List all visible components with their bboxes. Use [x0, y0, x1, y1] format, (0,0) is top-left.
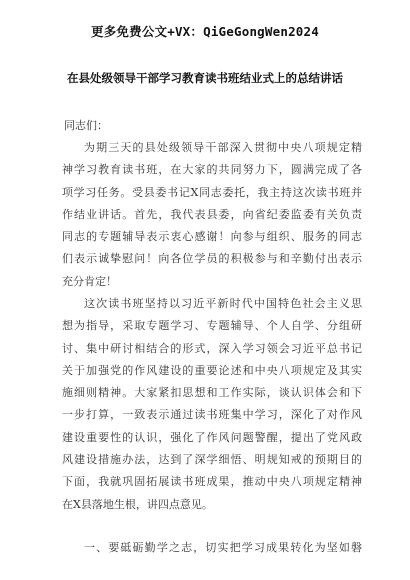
paragraph-line: 充分肯定！	[62, 274, 117, 288]
paragraph-line: 下面，我就巩固拓展读书班成果，推动中央八项规定精神	[62, 475, 362, 489]
paragraph-line: 想为指导，采取专题学习、专题辅导、个人自学、分组研	[62, 319, 362, 333]
paragraph-line: 项学习任务。受县委书记X同志委托，我主持这次读书班并	[62, 185, 362, 199]
paragraph-line: 们表示诚挚慰问！向各位学员的积极参与和辛勤付出表示	[62, 252, 362, 266]
salutation	[62, 115, 362, 137]
paragraph-3	[62, 537, 362, 559]
paragraph-line: 一、要砥砺勤学之志，切实把学习成果转化为坚如磐	[84, 541, 362, 554]
paragraph-line: 一步打算，一致表示通过读书班集中学习，深化了对作风	[62, 408, 362, 422]
paragraph-line: 为期三天的县处级领导干部深入贯彻中央八项规定精	[84, 141, 362, 154]
promo-header: 更多免费公文+VX：QiGeGongWen2024	[91, 24, 319, 39]
paragraph-line: 风建设措施办法，达到了深学细悟、明规知戒的预期目的	[62, 453, 362, 467]
paragraph-1	[62, 137, 362, 293]
paragraph-line: 在X县落地生根，讲四点意见。	[62, 497, 213, 511]
paragraph-line: 关于加强党的作风建设的重要论述和中央八项规定及其实	[62, 363, 362, 377]
paragraph-line: 讨、集中研讨相结合的形式，深入学习领会习近平总书记	[62, 341, 362, 355]
paragraph-line: 这次读书班坚持以习近平新时代中国特色社会主义思	[84, 297, 362, 310]
document-title: 在县处级领导干部学习教育读书班结业式上的总结讲话	[67, 71, 343, 85]
salutation-text: 同志们：	[64, 119, 108, 132]
paragraph-line: 建设重要性的认识，强化了作风问题警醒，提出了党风政	[62, 430, 362, 444]
paragraph-2	[62, 293, 362, 516]
paragraph-line: 施细则精神。大家紧扣思想和工作实际，谈认识体会和下	[62, 386, 362, 400]
paragraph-line: 作结业讲话。首先，我代表县委，向省纪委监委有关负责	[62, 207, 362, 221]
paragraph-line: 神学习教育读书班，在大家的共同努力下，圆满完成了各	[62, 163, 362, 177]
paragraph-line: 同志的专题辅导表示衷心感谢！向参与组织、服务的同志	[62, 230, 362, 244]
